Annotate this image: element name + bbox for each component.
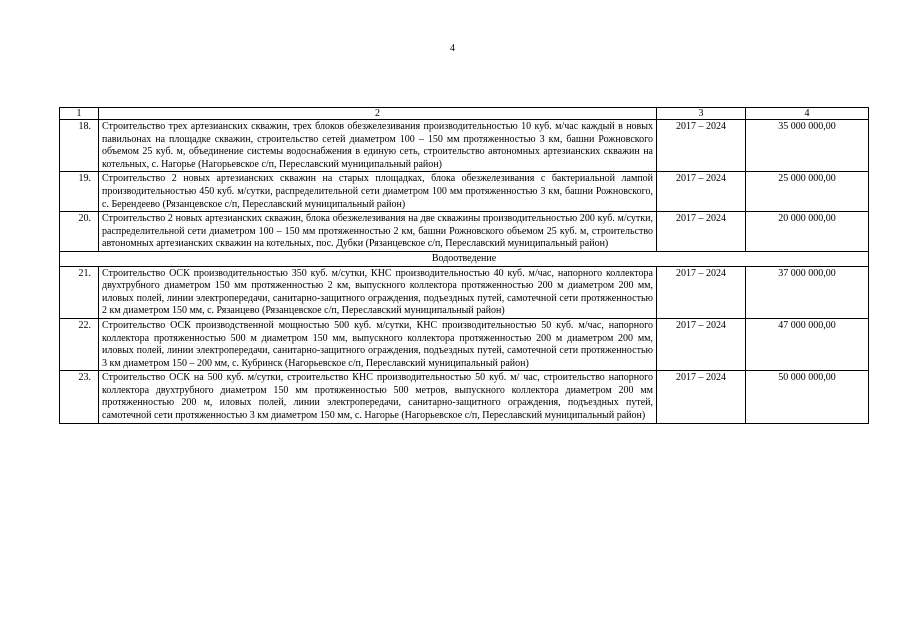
table-row	[60, 172, 869, 212]
page-number: 4	[450, 43, 455, 54]
row-period: 2017 – 2024	[657, 120, 746, 172]
row-period: 2017 – 2024	[657, 318, 746, 370]
table-row	[60, 212, 869, 252]
row-period: 2017 – 2024	[657, 266, 746, 318]
row-amount: 47 000 000,00	[746, 318, 869, 370]
row-period: 2017 – 2024	[657, 371, 746, 423]
row-description: Строительство ОСК на 500 куб. м/сутки, строительство КНС производительностью 50 куб. м/ час, строительство напорного коллектора двухтрубного диаметром 150 мм протяженностью 500 метров, выпускного коллектора диаметром 200 мм протяженностью 200 м, иловых полей, линии электропередачи, санитарно-защитного ограждения, подъездных путей, самотечной сети протяженностью 3 км диаметром 150 мм, с. Нагорье (Нагорьевское с/п, Переславский муниципальный район)	[99, 371, 657, 423]
row-description: Строительство ОСК производительностью 350 куб. м/сутки, КНС производительностью 40 куб. м/час, напорного коллектора двухтрубного диаметром 150 мм протяженностью 2 км, выпускного коллектора протяженностью 200 м диаметром 200 мм, иловых полей, линии электропередачи, санитарно-защитного ограждения, подъездных путей, самотечной сети протяженностью 2 км диаметром 150 мм, с. Рязанцево (Рязанцевское с/п, Переславский муниципальный район)	[99, 266, 657, 318]
row-number: 20.	[60, 212, 99, 252]
section-header-row	[60, 251, 869, 266]
row-number: 18.	[60, 120, 99, 172]
header-col-4: 4	[746, 108, 869, 120]
header-col-3: 3	[657, 108, 746, 120]
row-description: Строительство 2 новых артезианских скважин на старых площадках, блока обезжелезивания с бактериальной лампой производительностью 450 куб. м/сутки, распределительной сети диаметром 100 мм протяженностью 3 км, башни Рожновского, с. Берендеево (Рязанцевское с/п, Переславский муниципальный район)	[99, 172, 657, 212]
table-row	[60, 266, 869, 318]
row-description: Строительство 2 новых артезианских скважин, блока обезжелезивания на две скважины производительностью 200 куб. м/сутки, распределительной сети диаметром 100 – 150 мм протяженностью 2 км, башни Рожновского объемом 25 куб. м, строительство автономных артезианских скважин на котельных, пос. Дубки (Рязанцевское с/п, Переславский муниципальный район)	[99, 212, 657, 252]
row-period: 2017 – 2024	[657, 172, 746, 212]
header-col-2: 2	[99, 108, 657, 120]
investment-table	[59, 107, 869, 424]
table-row	[60, 371, 869, 423]
table-header-row	[60, 108, 869, 120]
table-row	[60, 318, 869, 370]
row-period: 2017 – 2024	[657, 212, 746, 252]
row-number: 22.	[60, 318, 99, 370]
row-description: Строительство трех артезианских скважин, трех блоков обезжелезивания производительностью 10 куб. м/час каждый в новых павильонах на площадке скважин, строительство сетей диаметром 100 – 150 мм протяженностью 3 км, башни Рожновского объемом 25 куб. м, объединение системы водоснабжения в единую сеть, строительство автономных артезианских скважин на котельных, с. Нагорье (Нагорьевское с/п, Переславский муниципальный район)	[99, 120, 657, 172]
row-number: 21.	[60, 266, 99, 318]
row-amount: 25 000 000,00	[746, 172, 869, 212]
table-row	[60, 120, 869, 172]
row-amount: 20 000 000,00	[746, 212, 869, 252]
row-amount: 37 000 000,00	[746, 266, 869, 318]
row-amount: 35 000 000,00	[746, 120, 869, 172]
header-col-1: 1	[60, 108, 99, 120]
row-number: 23.	[60, 371, 99, 423]
row-description: Строительство ОСК производственной мощностью 500 куб. м/сутки, КНС производительностью 50 куб. м/час, напорного коллектора протяженностью 500 м диаметром 150 мм, выпускного коллектора протяженностью 200 м диаметром 200 мм, иловых полей, линии электропередачи, санитарно-защитного ограждения, подъездных путей, самотечной сети протяженностью 3 км диаметром 150 – 200 мм, с. Кубринск (Нагорьевское с/п, Переславский муниципальный район)	[99, 318, 657, 370]
section-title: Водоотведение	[60, 251, 869, 266]
row-number: 19.	[60, 172, 99, 212]
row-amount: 50 000 000,00	[746, 371, 869, 423]
